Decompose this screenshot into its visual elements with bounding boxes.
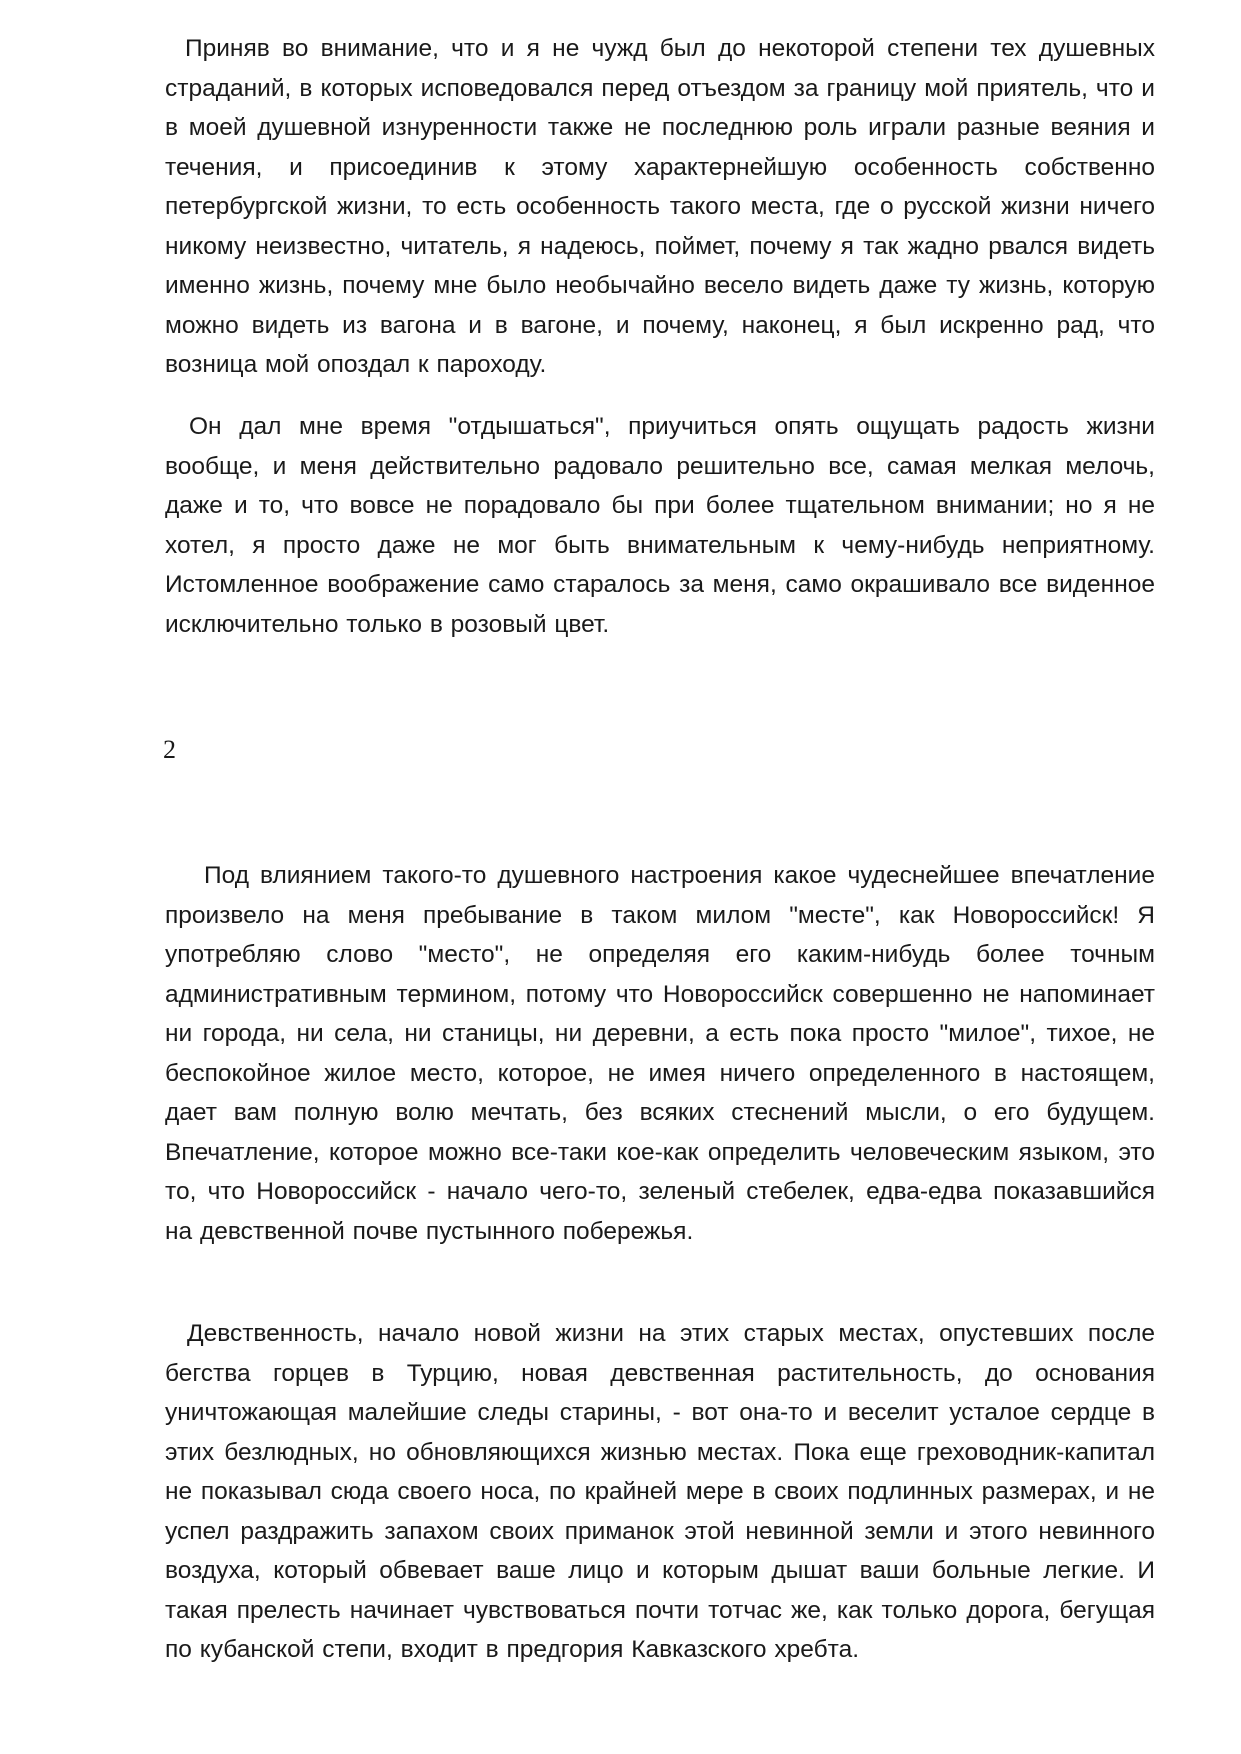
- paragraph: Под влиянием такого-то душевного настроения какое чудеснейшее впечатление произвело на меня пребывание в таком милом "месте", как Новороссийск! Я употребляю слово "место", не определяя его каким-нибудь более точным административным термином, потому что Новороссийск совершенно не напоминает ни города, ни села, ни станицы, ни деревни, а есть пока просто "милое", тихое, не беспокойное жилое место, которое, не имея ничего определенного в настоящем, дает вам полную волю мечтать, без всяких стеснений мысли, о его будущем. Впечатление, которое можно все-таки кое-как определить человеческим языком, это то, что Новороссийск - начало чего-то, зеленый стебелек, едва-едва показавшийся на девственной почве пустынного побережья.: [165, 862, 1155, 1245]
- page-number: 2: [163, 735, 176, 764]
- paragraph: Приняв во внимание, что и я не чужд был до некоторой степени тех душевных страданий, в которых исповедовался перед отъездом за границу мой приятель, что и в моей душевной изнуренности также не последнюю роль играли разные веяния и течения, и присоединив к этому характернейшую особенность собственно петербургской жизни, то есть особенность такого места, где о русской жизни ничего никому неизвестно, читатель, я надеюсь, поймет, почему я так жадно рвался видеть именно жизнь, почему мне было необычайно весело видеть даже ту жизнь, которую можно видеть из вагона и в вагоне, и почему, наконец, я был искренно рад, что возница мой опоздал к пароходу.: [165, 35, 1155, 378]
- paragraph: Он дал мне время "отдышаться", приучиться опять ощущать радость жизни вообще, и меня действительно радовало решительно все, самая мелкая мелочь, даже и то, что вовсе не порадовало бы при более тщательном внимании; но я не хотел, я просто даже не мог быть внимательным к чему-нибудь неприятному. Истомленное воображение само старалось за меня, само окрашивало все виденное исключительно только в розовый цвет.: [165, 413, 1155, 638]
- paragraph: Девственность, начало новой жизни на этих старых местах, опустевших после бегства горцев в Турцию, новая девственная растительность, до основания уничтожающая малейшие следы старины, - вот она-то и веселит усталое сердце в этих безлюдных, но обновляющихся жизнью местах. Пока еще греховодник-капитал не показывал сюда своего носа, по крайней мере в своих подлинных размерах, и не успел раздражить запахом своих приманок этой невинной земли и этого невинного воздуха, который обвевает ваше лицо и которым дышат ваши больные легкие. И такая прелесть начинает чувствоваться почти тотчас же, как только дорога, бегущая по кубанской степи, входит в предгория Кавказского хребта.: [165, 1320, 1155, 1663]
